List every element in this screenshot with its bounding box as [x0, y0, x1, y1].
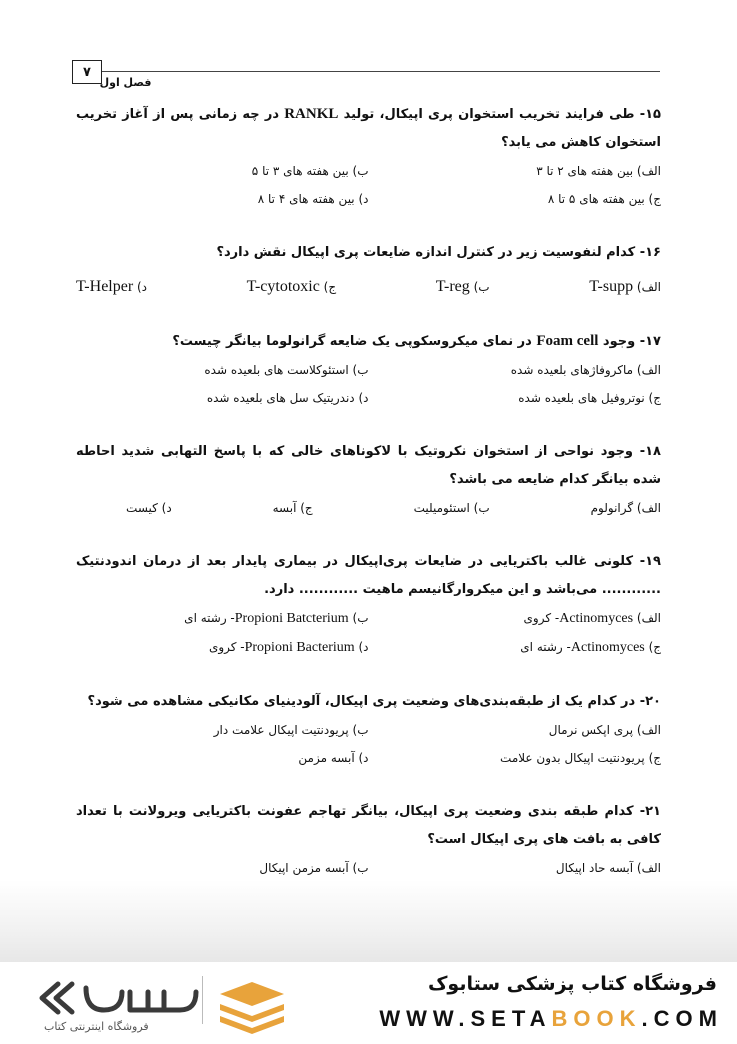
- option-d[interactable]: د) دندریتیک سل های بلعیده شده: [206, 391, 369, 405]
- shop-url[interactable]: [379, 1006, 723, 1032]
- question-text: ۲۰- در کدام یک از طبقه‌بندی‌های وضعیت پری اپیکال، آلودینیای مکانیکی مشاهده می شود؟: [87, 694, 661, 709]
- option-c[interactable]: ج) بین هفته های ۵ تا ۸: [547, 192, 661, 206]
- option-term: Propioni Batcterium: [234, 611, 349, 626]
- option-suffix: - کروی: [208, 640, 245, 654]
- book-icon: [220, 982, 284, 1034]
- option-d[interactable]: [76, 633, 369, 662]
- options: [76, 604, 661, 662]
- question-text: ۱۸- وجود نواحی از استخوان نکروتیک با لاکوناهای خالی که با پاسخ التهابی شدید احاطه شده بیانگر کدام ضایعه می باشد؟: [76, 444, 661, 487]
- shop-name: فروشگاه کتاب پزشکی ستابوک: [427, 973, 717, 995]
- question-text: [76, 100, 661, 157]
- option-d[interactable]: د) بین هفته های ۴ تا ۸: [257, 192, 369, 206]
- option-prefix: ب): [348, 611, 369, 625]
- question-20: [76, 688, 661, 772]
- option-c[interactable]: ج) پریودنتیت اپیکال بدون علامت: [500, 751, 661, 765]
- option-b[interactable]: ب) پریودنتیت اپیکال علامت دار: [213, 723, 369, 737]
- option-prefix: ج): [644, 640, 661, 654]
- question-text-part: در نمای میکروسکوپی یک ضایعه گرانولوما بیانگر چیست؟: [172, 334, 537, 349]
- question-19: [76, 548, 661, 662]
- question-text: [76, 327, 661, 356]
- question-text: ۲۱- کدام طبقه بندی وضعیت پری اپیکال، بیانگر تهاجم عفونت باکتریایی ویرولانت با تعداد کافی به بافت های پری اپیکال است؟: [76, 804, 661, 847]
- question-list: [76, 100, 661, 936]
- option-prefix: ج): [319, 280, 337, 294]
- options: [76, 494, 661, 522]
- options: [76, 273, 661, 301]
- header-rule: [72, 71, 660, 72]
- option-b[interactable]: [76, 604, 369, 633]
- logo-divider: [202, 976, 203, 1024]
- option-prefix: الف): [633, 280, 661, 294]
- setabook-logo: [30, 974, 290, 1036]
- options: [76, 356, 661, 412]
- option-c[interactable]: ج) نوتروفیل های بلعیده شده: [518, 391, 661, 405]
- option-term: Actinomyces: [559, 611, 634, 626]
- option-suffix: - رشته ای: [184, 611, 235, 625]
- options: [76, 716, 661, 772]
- question-text-part: ۱۷- وجود: [598, 334, 661, 349]
- option-prefix: د): [354, 640, 369, 654]
- question-18: [76, 438, 661, 522]
- option-a[interactable]: [589, 273, 661, 301]
- question-16: [76, 239, 661, 301]
- question-term: Foam cell: [536, 333, 599, 349]
- url-part: WWW.SETA: [379, 1006, 552, 1031]
- option-prefix: الف): [633, 611, 661, 625]
- option-term: T-reg: [435, 278, 470, 295]
- question-17: [76, 327, 661, 412]
- option-d[interactable]: د) آبسه مزمن: [298, 751, 369, 765]
- option-a[interactable]: الف) پری اپکس نرمال: [548, 723, 661, 737]
- question-text-part: ۱۵- طی فرایند تخریب استخوان پری اپیکال، تولید: [338, 107, 661, 122]
- option-c[interactable]: ج) آبسه: [272, 501, 313, 515]
- option-a[interactable]: الف) ماکروفاژهای بلعیده شده: [510, 363, 661, 377]
- question-term: RANKL: [284, 106, 339, 122]
- option-b[interactable]: ب) آبسه مزمن اپیکال: [259, 861, 369, 875]
- option-b[interactable]: ب) استئوکلاست های بلعیده شده: [204, 363, 369, 377]
- option-prefix: ب): [469, 280, 490, 294]
- option-b[interactable]: ب) بین هفته های ۳ تا ۵: [251, 164, 369, 178]
- option-prefix: د): [133, 280, 148, 294]
- bottom-shadow: [0, 880, 737, 965]
- option-c[interactable]: [247, 273, 336, 301]
- option-term: T-cytotoxic: [246, 278, 320, 295]
- chapter-title: فصل اول: [99, 76, 152, 89]
- page-number: ۷: [72, 60, 102, 84]
- footer-banner: [0, 962, 737, 1044]
- option-c[interactable]: [369, 633, 662, 662]
- option-d[interactable]: [76, 273, 147, 301]
- option-term: T-Helper: [76, 278, 134, 295]
- option-a[interactable]: الف) بین هفته های ۲ تا ۳: [536, 164, 661, 178]
- question-15: [76, 100, 661, 213]
- option-suffix: - رشته ای: [520, 640, 571, 654]
- option-b[interactable]: [436, 273, 490, 301]
- logo-caption: فروشگاه اینترنتی کتاب: [44, 1020, 149, 1033]
- option-term: T-supp: [589, 278, 634, 295]
- option-term: Actinomyces: [570, 640, 645, 655]
- url-part: .COM: [641, 1006, 723, 1031]
- url-highlight: BOOK: [551, 1006, 642, 1031]
- option-a[interactable]: الف) گرانولوم: [590, 501, 661, 515]
- option-term: Propioni Bacterium: [244, 640, 355, 655]
- question-text-part: در چه زمانی پس از آغاز تخریب استخوان کاهش می یابد؟: [76, 107, 661, 150]
- option-suffix: - کروی: [523, 611, 560, 625]
- option-d[interactable]: د) کیست: [126, 501, 172, 515]
- question-text: ۱۹- کلونی غالب باکتریایی در ضایعات پری‌اپیکال در بیماری پایدار بعد از درمان اندودنتیک ............ می‌باشد و این میکروارگانیسم ماهیت ............ دارد.: [76, 554, 661, 597]
- options: [76, 157, 661, 213]
- option-a[interactable]: الف) آبسه حاد اپیکال: [555, 861, 661, 875]
- option-b[interactable]: ب) استئومیلیت: [413, 501, 490, 515]
- question-text: ۱۶- کدام لنفوسیت زیر در کنترل اندازه ضایعات پری اپیکال نقش دارد؟: [216, 245, 661, 260]
- option-a[interactable]: [369, 604, 662, 633]
